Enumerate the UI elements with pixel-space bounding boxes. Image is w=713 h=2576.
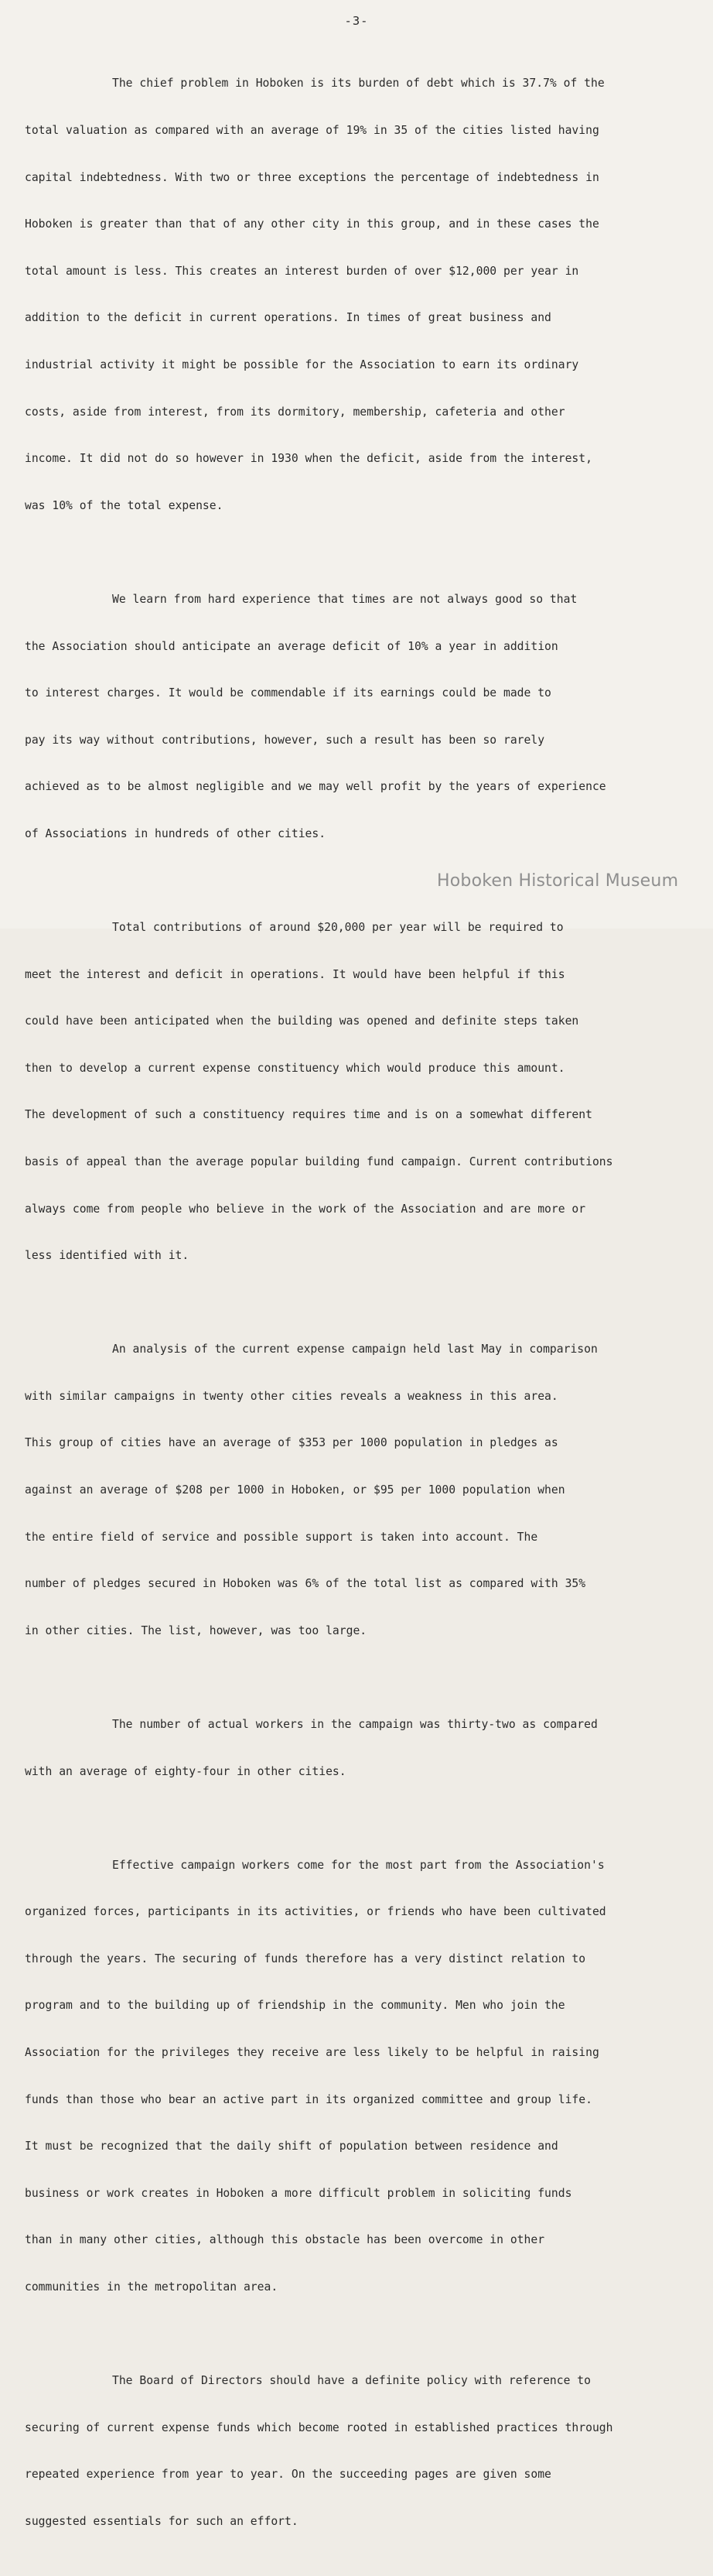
text-line: repeated experience from year to year. On the succeeding pages are given some [25, 2468, 551, 2482]
text-line: could have been anticipated when the building was opened and definite steps taken [25, 1014, 579, 1028]
paragraph-deficit-expectation [25, 561, 690, 874]
text-line: The Board of Directors should have a definite policy with reference to [112, 2374, 591, 2388]
text-line: than in many other cities, although this obstacle has been overcome in other [25, 2233, 545, 2247]
text-line: less identified with it. [25, 1249, 189, 1263]
text-line: The development of such a constituency requires time and is on a somewhat different [25, 1108, 592, 1122]
text-line: with similar campaigns in twenty other cities reveals a weakness in this area. [25, 1389, 558, 1403]
text-line: capital indebtedness. With two or three exceptions the percentage of indebtedness in [25, 170, 599, 184]
text-line: of Associations in hundreds of other cities. [25, 826, 326, 840]
text-line: The chief problem in Hoboken is its burden of debt which is 37.7% of the [112, 77, 605, 91]
text-line: achieved as to be almost negligible and we may well profit by the years of experience [25, 780, 606, 794]
text-line: the entire field of service and possible support is taken into account. The [25, 1530, 538, 1544]
paragraph-total-contributions [25, 889, 690, 1295]
paragraph-campaign-analysis [25, 1311, 690, 1671]
text-line: the Association should anticipate an average deficit of 10% a year in addition [25, 639, 558, 653]
text-line: pay its way without contributions, however, such a result has been so rarely [25, 733, 545, 747]
paragraph-campaign-workers [25, 1826, 690, 2327]
paragraph-debt-burden [25, 45, 690, 546]
text-line: Hoboken is greater than that of any other city in this group, and in these cases the [25, 217, 599, 231]
text-line: income. It did not do so however in 1930 when the deficit, aside from the interest, [25, 452, 592, 466]
text-line: always come from people who believe in the work of the Association and are more or [25, 1202, 586, 1216]
text-line: total amount is less. This creates an interest burden of over $12,000 per year in [25, 264, 579, 278]
text-line: was 10% of the total expense. [25, 498, 223, 512]
text-line: Effective campaign workers come for the most part from the Association's [112, 1858, 605, 1872]
text-line: funds than those who bear an active part in its organized committee and group life. [25, 2092, 592, 2106]
text-line: with an average of eighty-four in other cities. [25, 1764, 346, 1778]
text-line: then to develop a current expense constituency which would produce this amount. [25, 1061, 565, 1075]
text-line: to interest charges. It would be commendable if its earnings could be made to [25, 686, 551, 700]
text-line: meet the interest and deficit in operations. It would have been helpful if this [25, 967, 565, 981]
text-line: basis of appeal than the average popular building fund campaign. Current contributions [25, 1155, 613, 1169]
text-line: through the years. The securing of funds therefore has a very distinct relation to [25, 1952, 586, 1965]
text-line: number of pledges secured in Hoboken was 6% of the total list as compared with 35% [25, 1577, 586, 1591]
text-line: in other cities. The list, however, was too large. [25, 1623, 367, 1637]
document-body [25, 45, 690, 2576]
text-line: costs, aside from interest, from its dormitory, membership, cafeteria and other [25, 405, 565, 419]
text-line: This group of cities have an average of $353 per 1000 population in pledges as [25, 1436, 558, 1450]
text-line: program and to the building up of friendship in the community. Men who join the [25, 1999, 565, 2013]
text-line: total valuation as compared with an average of 19% in 35 of the cities listed having [25, 124, 599, 138]
text-line: organized forces, participants in its activities, or friends who have been cultivated [25, 1905, 606, 1919]
museum-watermark: Hoboken Historical Museum [437, 871, 679, 891]
text-line: against an average of $208 per 1000 in Hoboken, or $95 per 1000 population when [25, 1483, 565, 1497]
text-line: The number of actual workers in the campaign was thirty-two as compared [112, 1717, 598, 1731]
paragraph-worker-count [25, 1686, 690, 1811]
text-line: An analysis of the current expense campaign held last May in comparison [112, 1343, 598, 1356]
text-line: suggested essentials for such an effort. [25, 2514, 299, 2528]
text-line: Association for the privileges they receive are less likely to be helpful in raising [25, 2045, 599, 2059]
text-line: communities in the metropolitan area. [25, 2280, 278, 2294]
page-number: -3- [344, 14, 369, 28]
paragraph-board-policy [25, 2342, 690, 2561]
text-line: industrial activity it might be possible for the Association to earn its ordinary [25, 358, 579, 372]
text-line: addition to the deficit in current operations. In times of great business and [25, 311, 551, 325]
text-line: We learn from hard experience that times are not always good so that [112, 592, 578, 606]
text-line: It must be recognized that the daily shift of population between residence and [25, 2140, 558, 2154]
text-line: Total contributions of around $20,000 per year will be required to [112, 920, 564, 934]
text-line: business or work creates in Hoboken a more difficult problem in soliciting funds [25, 2186, 572, 2200]
text-line: securing of current expense funds which become rooted in established practices through [25, 2420, 613, 2434]
